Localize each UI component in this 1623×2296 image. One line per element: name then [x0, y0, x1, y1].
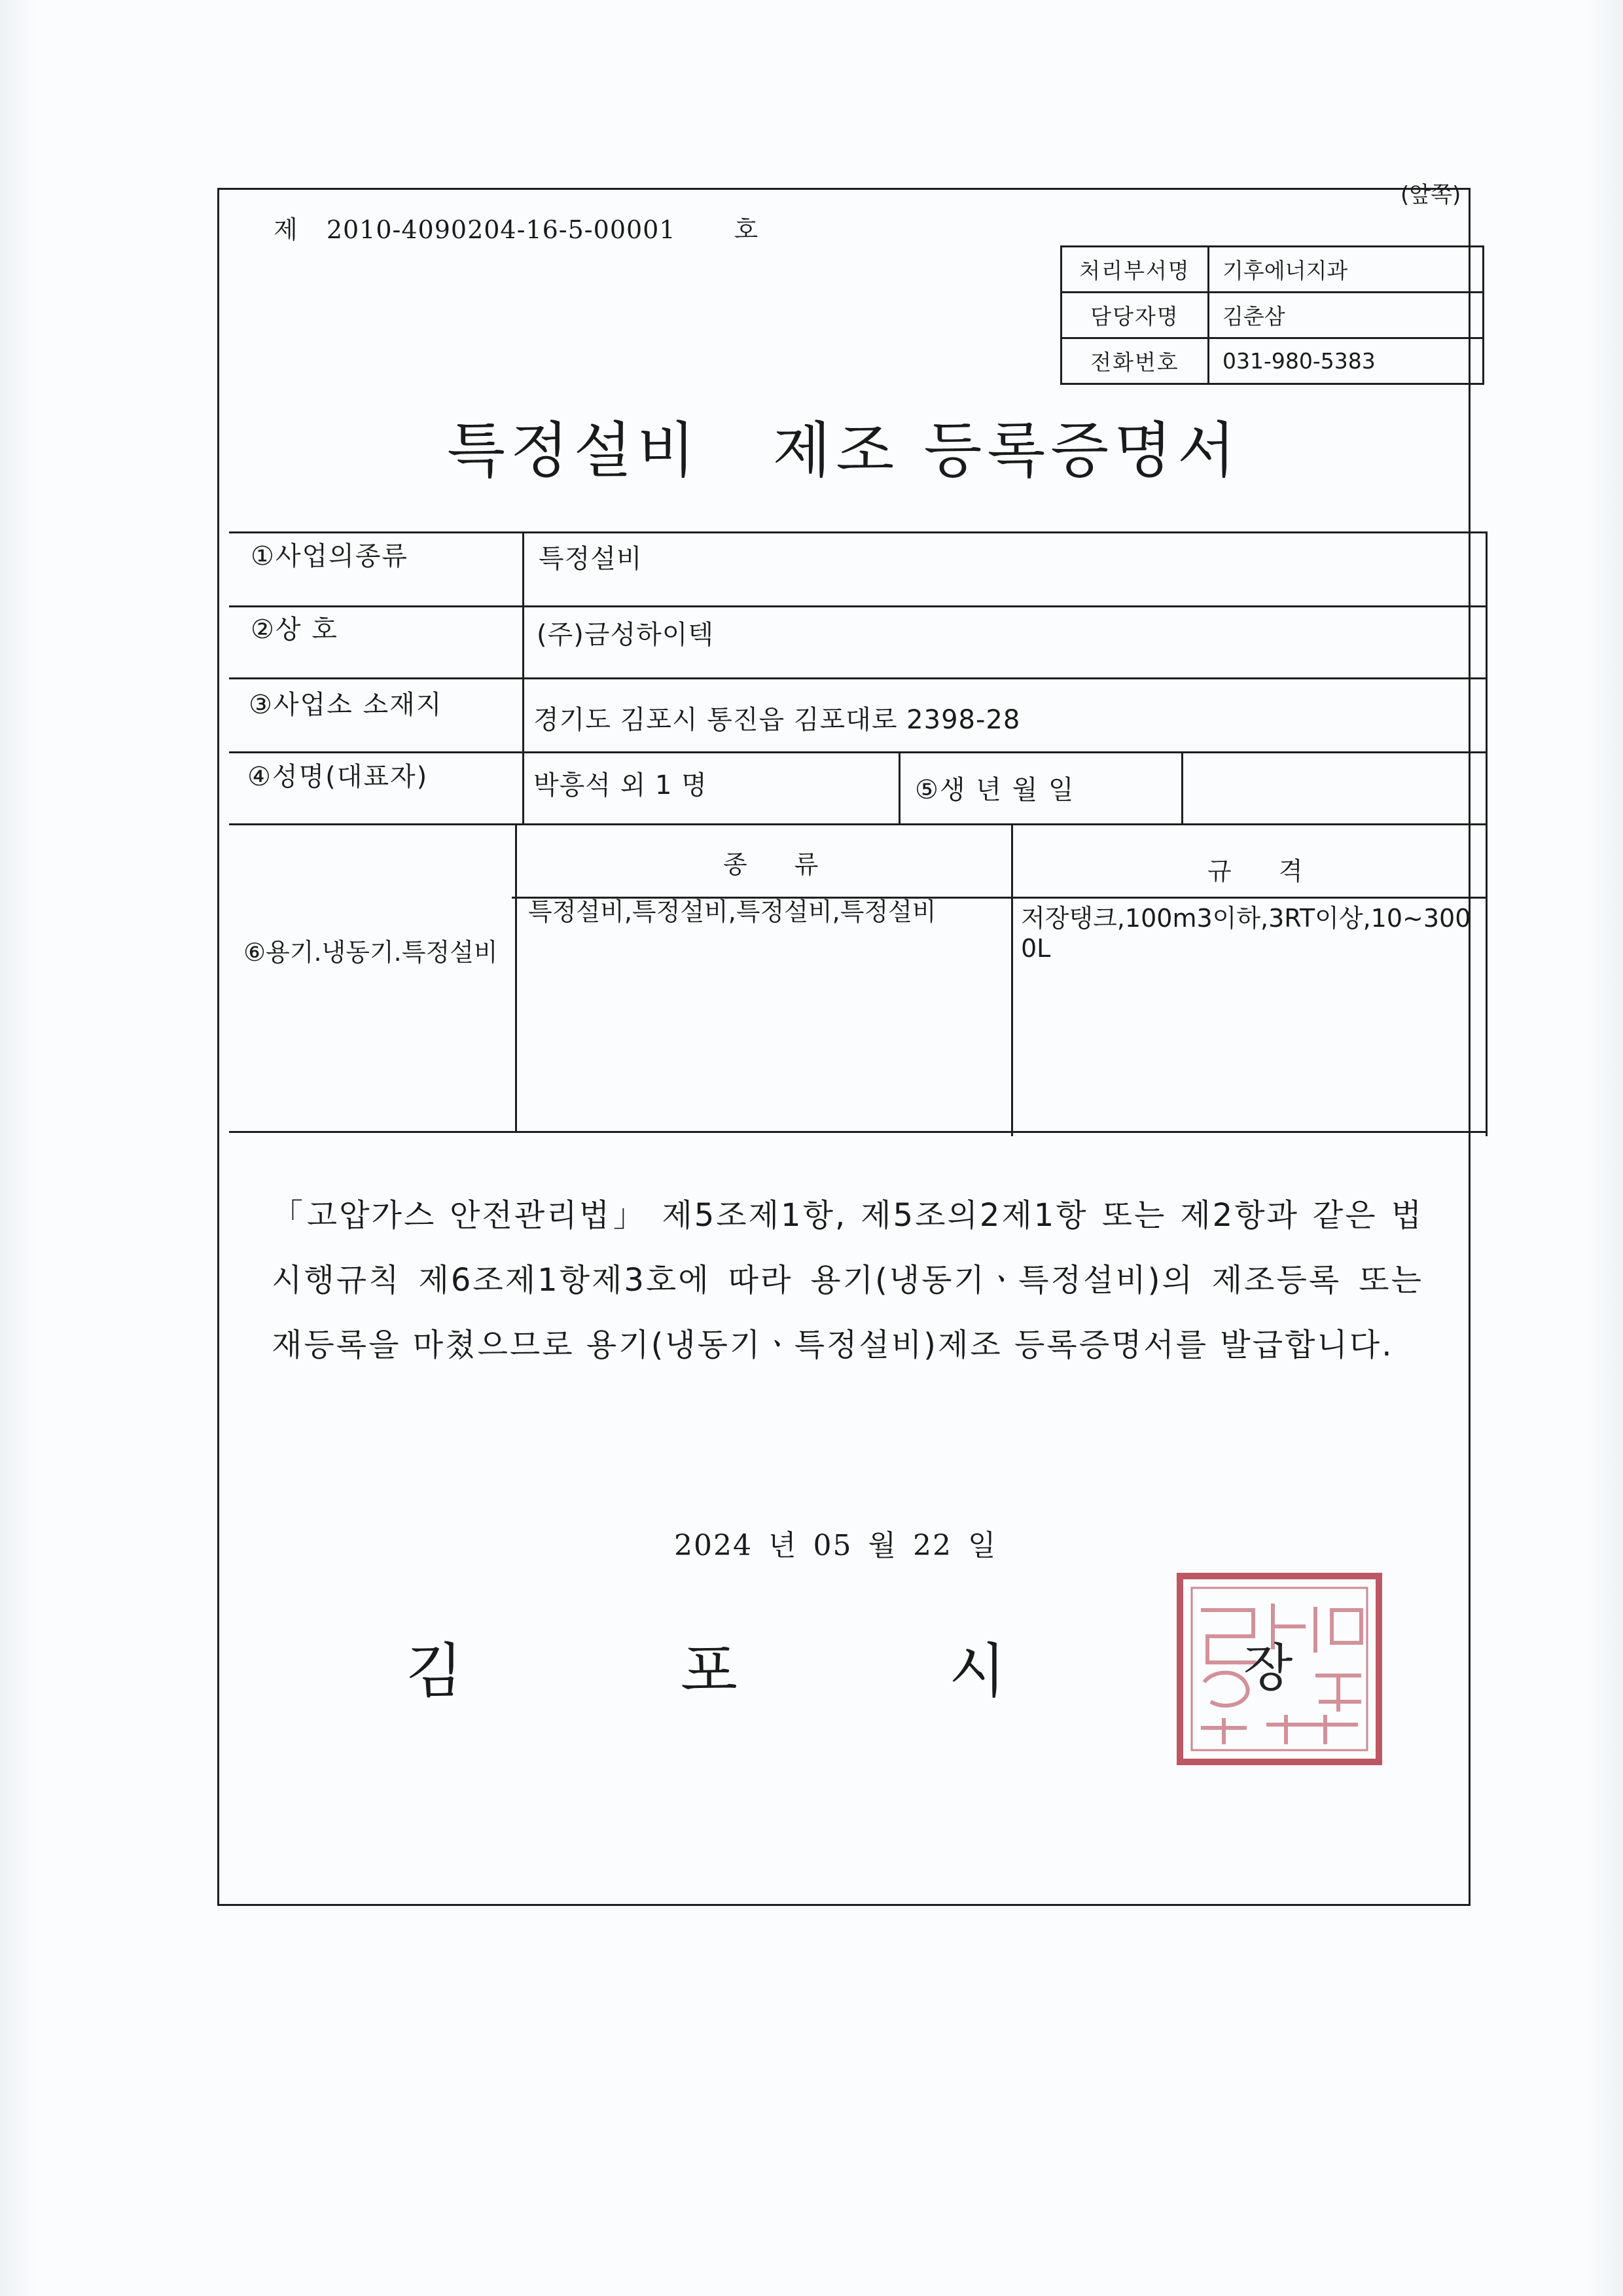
business-type-value: 특정설비 — [539, 544, 643, 574]
office-row — [1061, 247, 1484, 293]
business-type-label: ①사업의종류 — [251, 541, 409, 571]
doc-number-prefix: 제 — [274, 215, 298, 244]
grid-line — [229, 751, 1486, 753]
document-title — [217, 403, 1471, 489]
doc-number-suffix: 호 — [734, 215, 759, 244]
grid-line — [1181, 751, 1183, 823]
office-info-table — [1060, 245, 1484, 385]
issuer-char-1: 김 — [406, 1637, 463, 1706]
representative-label: ④성명(대표자) — [247, 762, 429, 792]
seal-overlay-text: 장 — [1243, 1639, 1293, 1698]
kind-header: 종 류 — [723, 850, 838, 879]
address-label: ③사업소 소재지 — [249, 690, 443, 720]
certification-statement: 「고압가스 안전관리법」 제5조제1항, 제5조의2제1항 또는 제2항과 같은 법 시행규칙 제6조제1항제3호에 따라 용기(냉동기ㆍ특정설비)의 제조등록 또는 재등록을 마쳤으므로 용기(냉동기ㆍ특정설비)제조 등록증명서를 발급합니다. — [272, 1197, 1423, 1363]
issuer-char-2: 포 — [681, 1637, 738, 1706]
representative-value: 박흥석 외 1 명 — [533, 770, 707, 800]
office-phone-label: 전화번호 — [1061, 338, 1209, 384]
grid-line — [515, 823, 517, 1133]
office-row — [1061, 338, 1484, 384]
office-phone-value: 031-980-5383 — [1209, 338, 1484, 384]
company-name-value: (주)금성하이텍 — [537, 620, 715, 650]
office-manager-value: 김춘삼 — [1209, 293, 1484, 338]
spec-value: 저장탱크,100m3이하,3RT이상,10~3000L — [1021, 904, 1471, 963]
official-seal — [1175, 1571, 1384, 1767]
grid-line — [229, 677, 1486, 679]
spec-header: 규 격 — [1207, 857, 1323, 886]
kind-value: 특정설비,특정설비,특정설비,특정설비 — [528, 897, 936, 926]
grid-line — [522, 531, 524, 823]
issuer-char-3: 시 — [949, 1637, 1006, 1706]
address-value: 경기도 김포시 통진읍 김포대로 2398-28 — [533, 705, 1021, 735]
grid-line — [229, 531, 1486, 533]
office-dept-label: 처리부서명 — [1061, 247, 1209, 293]
issue-date — [674, 1522, 997, 1564]
birth-date-label: ⑤생 년 월 일 — [915, 775, 1075, 805]
equipment-label: ⑥용기.냉동기.특정설비 — [243, 938, 498, 967]
title-part-2: 제조 등록증명서 — [772, 416, 1241, 486]
office-dept-value: 기후에너지과 — [1209, 247, 1484, 293]
grid-line — [229, 605, 1486, 607]
doc-number-value: 2010-4090204-16-5-00001 — [326, 215, 676, 244]
grid-line — [1486, 531, 1488, 1136]
title-part-1: 특정설비 — [447, 416, 701, 486]
document-number — [274, 209, 758, 245]
office-row — [1061, 293, 1484, 338]
issue-year: 2024 — [674, 1529, 753, 1562]
issue-month-unit: 월 — [868, 1529, 898, 1562]
grid-line — [229, 823, 1486, 825]
issue-day-unit: 일 — [968, 1529, 997, 1562]
grid-line — [229, 1131, 1486, 1133]
company-name-label: ②상 호 — [251, 615, 338, 645]
issue-day: 22 — [913, 1529, 953, 1562]
side-label: (앞쪽) — [1400, 182, 1461, 208]
issue-year-unit: 년 — [768, 1529, 798, 1562]
issue-month: 05 — [813, 1529, 853, 1562]
grid-line — [1011, 823, 1013, 1136]
office-manager-label: 담당자명 — [1061, 293, 1209, 338]
grid-line — [899, 751, 901, 823]
